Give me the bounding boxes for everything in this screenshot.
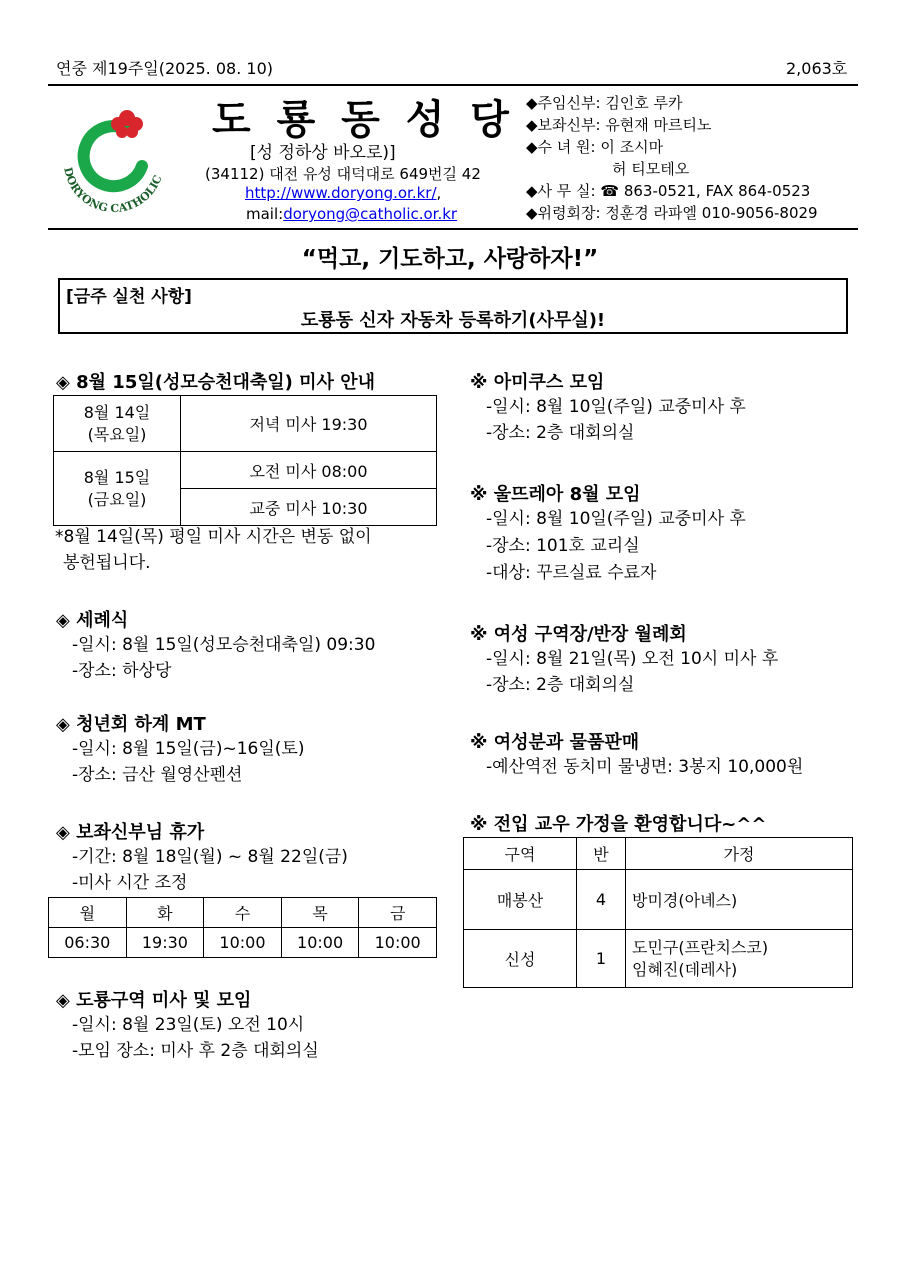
weekday-header: 금: [359, 898, 437, 928]
website-suffix: ,: [436, 184, 442, 202]
amicus-date: -일시: 8월 10일(주일) 교중미사 후: [486, 397, 746, 417]
vacation-period: -기간: 8월 18일(월) ~ 8월 22일(금): [72, 847, 348, 867]
mass-note-line2: 봉헌됩니다.: [63, 553, 151, 573]
mass-schedule-table: [53, 395, 437, 526]
amicus-title: ※ 아미쿠스 모임: [470, 372, 605, 393]
header-divider-top: [48, 84, 858, 86]
website-line: [245, 184, 441, 202]
mail-line: [246, 205, 457, 223]
ultreya-target: -대상: 꾸르실료 수료자: [486, 563, 657, 583]
practice-label: [금주 실천 사항]: [66, 287, 192, 307]
staff-office: ◆사 무 실: ☎ 863-0521, FAX 864-0523: [526, 182, 811, 200]
slogan: “먹고, 기도하고, 사랑하자!”: [301, 246, 599, 272]
baptism-title: ◈ 세례식: [56, 610, 129, 631]
youth-mt-date: -일시: 8월 15일(금)~16일(토): [72, 739, 305, 759]
parish-address: (34112) 대전 유성 대덕대로 649번길 42: [205, 165, 481, 183]
baptism-date: -일시: 8월 15일(성모승천대축일) 09:30: [72, 635, 376, 655]
women-leaders-title: ※ 여성 구역장/반장 월례회: [470, 624, 687, 645]
ultreya-place: -장소: 101호 교리실: [486, 536, 640, 556]
col-header-family: 가정: [626, 838, 853, 870]
parish-logo: [52, 96, 172, 221]
weekday-header: 화: [126, 898, 204, 928]
mass-time-value: 10:00: [359, 928, 437, 958]
mass-notice-title: ◈ 8월 15일(성모승천대축일) 미사 안내: [56, 372, 375, 393]
mail-link[interactable]: doryong@catholic.or.kr: [283, 205, 458, 223]
mass-time-cell: 저녁 미사 19:30: [181, 396, 437, 452]
staff-sisters-2: 허 티모테오: [612, 160, 690, 178]
mass-date-cell: 8월 14일 (목요일): [54, 396, 181, 452]
mass-time-value: 19:30: [126, 928, 204, 958]
mass-note-line1: *8월 14일(목) 평일 미사 시간은 변동 없이: [55, 527, 372, 547]
district-title: ◈ 도룡구역 미사 및 모임: [56, 990, 252, 1011]
district-cell: 신성: [464, 930, 577, 988]
vacation-adjust: -미사 시간 조정: [72, 873, 188, 893]
staff-sisters: ◆수 녀 원: 이 조시마: [526, 138, 664, 156]
logo-text: DORYONG CATHOLIC: [61, 166, 165, 216]
table-row: [464, 930, 853, 988]
mass-date-cell: 8월 15일 (금요일): [54, 452, 181, 526]
table-row: [464, 870, 853, 930]
mail-prefix: mail:: [246, 205, 284, 223]
women-leaders-date: -일시: 8월 21일(목) 오전 10시 미사 후: [486, 649, 779, 669]
mass-time-cell: 오전 미사 08:00: [181, 452, 437, 489]
mass-time-cell: 교중 미사 10:30: [181, 489, 437, 526]
staff-funeral: ◆위령회장: 정훈경 라파엘 010-9056-8029: [526, 204, 818, 222]
family-cell: 방미경(아녜스): [626, 870, 853, 930]
welcome-families-table: [463, 837, 853, 988]
website-link[interactable]: http://www.doryong.or.kr/: [245, 184, 437, 202]
ban-cell: 4: [577, 870, 626, 930]
header-divider-bottom: [48, 228, 858, 230]
col-header-ban: 반: [577, 838, 626, 870]
baptism-place: -장소: 하상당: [72, 661, 172, 681]
mass-time-value: 10:00: [204, 928, 282, 958]
practice-box: [58, 278, 848, 334]
logo-emblem-icon: [52, 96, 172, 221]
district-cell: 매봉산: [464, 870, 577, 930]
col-header-district: 구역: [464, 838, 577, 870]
mass-time-value: 10:00: [281, 928, 359, 958]
youth-mt-title: ◈ 청년회 하계 MT: [56, 714, 206, 735]
youth-mt-place: -장소: 금산 월영산펜션: [72, 765, 243, 785]
staff-pastor: ◆주임신부: 김인호 루카: [526, 94, 683, 112]
weekday-header: 목: [281, 898, 359, 928]
family-cell: 도민구(프란치스코) 임혜진(데레사): [626, 930, 853, 988]
amicus-place: -장소: 2층 대회의실: [486, 423, 635, 443]
ultreya-title: ※ 울뜨레아 8월 모임: [470, 484, 641, 505]
women-sale-title: ※ 여성분과 물품판매: [470, 732, 640, 753]
welcome-title: ※ 전입 교우 가정을 환영합니다~^^: [470, 814, 767, 835]
ban-cell: 1: [577, 930, 626, 988]
women-leaders-place: -장소: 2층 대회의실: [486, 675, 635, 695]
women-sale-item: -예산역전 동치미 물냉면: 3봉지 10,000원: [486, 757, 804, 777]
patron-saint: [성 정하상 바오로)]: [250, 143, 396, 163]
weekday-header: 월: [49, 898, 127, 928]
district-date: -일시: 8월 23일(토) 오전 10시: [72, 1015, 305, 1035]
practice-text: 도룡동 신자 자동차 등록하기(사무실)!: [300, 310, 606, 331]
district-place: -모임 장소: 미사 후 2층 대회의실: [72, 1041, 319, 1061]
vacation-title: ◈ 보좌신부님 휴가: [56, 822, 205, 843]
vacation-mass-table: [48, 897, 437, 958]
weekday-header: 수: [204, 898, 282, 928]
parish-title: 도 룡 동 성 당: [212, 97, 515, 143]
edition-text: 연중 제19주일(2025. 08. 10): [56, 59, 273, 78]
ultreya-date: -일시: 8월 10일(주일) 교중미사 후: [486, 509, 746, 529]
issue-number: 2,063호: [786, 59, 848, 78]
staff-assistant: ◆보좌신부: 유현재 마르티노: [526, 116, 712, 134]
mass-time-value: 06:30: [49, 928, 127, 958]
